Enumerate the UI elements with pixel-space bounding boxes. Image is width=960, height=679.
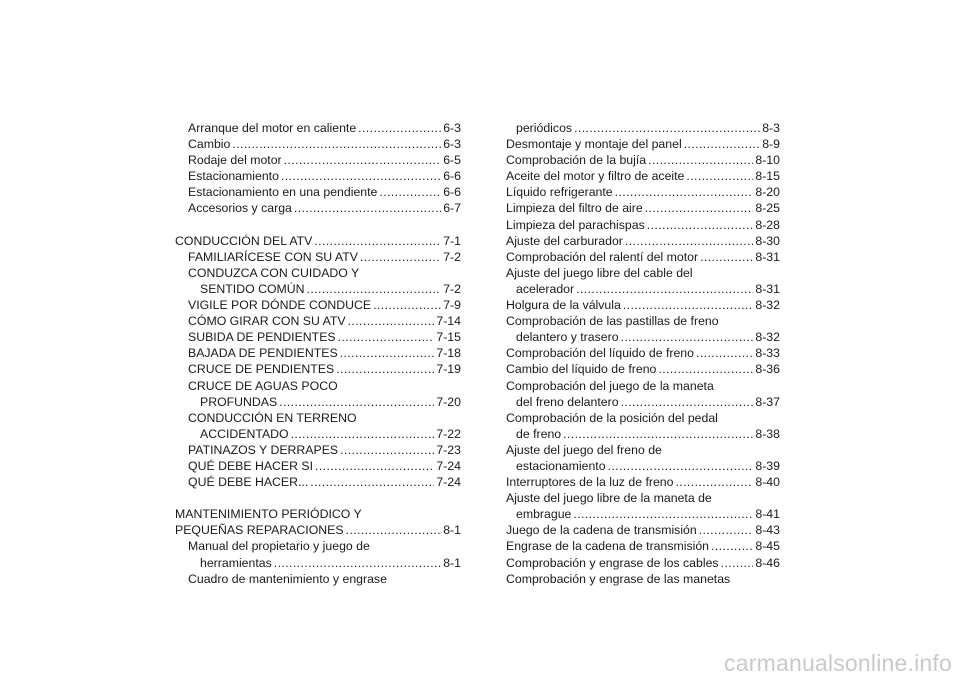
toc-entry-title: CONDUCCIÓN EN TERRENO	[188, 410, 357, 425]
toc-entry-title: Estacionamiento	[188, 169, 279, 184]
dot-leader	[310, 474, 434, 490]
toc-entry-title: SUBIDA DE PENDIENTES	[188, 330, 336, 345]
toc-entry-continuation[interactable]	[175, 281, 461, 297]
toc-entry-title: Comprobación y engrase de las manetas	[506, 571, 731, 586]
dot-leader	[281, 168, 441, 184]
toc-entry-continuation[interactable]	[175, 394, 461, 410]
toc-entry-continuation[interactable]	[506, 281, 780, 297]
toc-entry[interactable]	[506, 152, 780, 168]
toc-entry-title: herramientas	[200, 555, 272, 570]
toc-entry[interactable]	[506, 217, 780, 233]
toc-page-number: 6-6	[443, 169, 461, 184]
dot-leader	[625, 233, 753, 249]
toc-page-number: 6-3	[443, 137, 461, 152]
toc-entry-title: Desmontaje y montaje del panel	[506, 137, 682, 152]
toc-entry-title: Engrase de la cadena de transmisión	[506, 539, 710, 554]
toc-page-number: 8-1	[443, 523, 461, 538]
toc-entry[interactable]	[506, 345, 780, 361]
toc-page-number: 6-7	[443, 201, 461, 216]
toc-entry-title: periódicos	[516, 121, 573, 135]
dot-leader	[686, 168, 753, 184]
toc-entry-title: QUÉ DEBE HACER...	[188, 475, 309, 490]
toc-entry-title: Comprobación del juego de la maneta	[506, 378, 714, 393]
toc-page-number: 7-24	[436, 458, 461, 473]
dot-leader	[647, 217, 754, 233]
dot-leader	[658, 361, 753, 377]
toc-page-number: 7-18	[436, 346, 461, 361]
toc-entry-title: Aceite del motor y filtro de aceite	[506, 169, 685, 184]
toc-page-number: 7-19	[436, 362, 461, 377]
toc-entry[interactable]	[506, 378, 780, 394]
toc-page-number: 8-41	[755, 507, 780, 522]
toc-page-number: 8-20	[755, 185, 780, 200]
toc-entry-title: Comprobación de las pastillas de freno	[506, 314, 719, 329]
toc-entry-title: Holgura de la válvula	[506, 298, 621, 313]
toc-page-number: 8-32	[755, 330, 780, 345]
dot-leader	[574, 120, 760, 136]
toc-entry[interactable]	[506, 522, 780, 538]
toc-page-number: 8-31	[755, 249, 780, 264]
toc-entry[interactable]	[175, 378, 461, 394]
toc-entry[interactable]	[175, 442, 461, 458]
toc-entry-title: embrague	[516, 507, 572, 522]
toc-entry[interactable]	[175, 361, 461, 377]
toc-entry-title: Ajuste del juego libre de la maneta de	[506, 491, 712, 506]
toc-entry-title: Juego de la cadena de transmisión	[506, 523, 697, 538]
toc-page-number: 8-38	[755, 426, 780, 441]
toc-entry-continuation[interactable]	[506, 506, 780, 522]
toc-entry-title: CÓMO GIRAR CON SU ATV	[188, 314, 346, 329]
toc-right-column	[506, 120, 780, 587]
dot-leader	[315, 458, 434, 474]
toc-page-number: 7-9	[443, 298, 461, 313]
toc-entry[interactable]	[506, 361, 780, 377]
toc-page-number: 8-39	[755, 458, 780, 473]
toc-page-number: 8-28	[755, 217, 780, 232]
toc-entry[interactable]	[506, 410, 780, 426]
toc-entry-title: SENTIDO COMÚN	[200, 281, 305, 296]
toc-entry[interactable]	[506, 200, 780, 216]
toc-entry[interactable]	[175, 120, 461, 136]
dot-leader	[360, 249, 441, 265]
toc-entry[interactable]	[175, 410, 461, 426]
toc-entry-title: BAJADA DE PENDIENTES	[188, 346, 338, 361]
dot-leader	[307, 281, 442, 297]
dot-leader	[576, 281, 753, 297]
toc-entry[interactable]	[175, 152, 461, 168]
toc-page-number: 7-2	[443, 281, 461, 296]
dot-leader	[232, 136, 441, 152]
toc-entry-title: Interruptores de la luz de freno	[506, 475, 674, 490]
toc-entry-title: Ajuste del carburador	[506, 233, 623, 248]
section-gap	[175, 490, 461, 506]
toc-entry-continuation[interactable]	[506, 329, 780, 345]
dot-leader	[711, 538, 753, 554]
toc-entry-continuation[interactable]	[175, 555, 461, 571]
toc-page-number: 8-10	[755, 153, 780, 168]
toc-entry[interactable]	[506, 249, 780, 265]
toc-page-number: 7-24	[436, 475, 461, 490]
toc-entry[interactable]	[506, 184, 780, 200]
dot-leader	[623, 297, 754, 313]
dot-leader	[684, 136, 761, 152]
toc-entry[interactable]	[506, 442, 780, 458]
toc-entry-title: CONDUCCIÓN DEL ATV	[175, 233, 313, 248]
toc-entry[interactable]	[506, 571, 780, 587]
toc-entry-title: Ajuste del juego libre del cable del	[506, 265, 693, 280]
dot-leader	[563, 426, 753, 442]
toc-chapter-heading[interactable]	[175, 522, 461, 538]
toc-entry[interactable]	[175, 329, 461, 345]
dot-leader	[336, 361, 434, 377]
toc-entry[interactable]	[175, 200, 461, 216]
toc-entry-title: FAMILIARÍCESE CON SU ATV	[188, 249, 358, 264]
toc-entry[interactable]	[506, 168, 780, 184]
toc-entry-continuation[interactable]	[506, 458, 780, 474]
toc-entry-title: Accesorios y carga	[188, 201, 292, 216]
dot-leader	[700, 249, 753, 265]
dot-leader	[615, 184, 754, 200]
dot-leader	[340, 442, 434, 458]
toc-entry-title: del freno delantero	[516, 394, 619, 409]
dot-leader	[573, 506, 753, 522]
toc-entry-title: delantero y trasero	[516, 330, 619, 345]
toc-entry-title: Limpieza del filtro de aire	[506, 201, 643, 216]
toc-entry-title: Cuadro de mantenimiento y engrase	[188, 571, 387, 586]
toc-page-number: 8-45	[755, 539, 780, 554]
dot-leader	[291, 426, 435, 442]
toc-entry[interactable]	[175, 571, 461, 587]
watermark-text: carmanualsonline.info	[724, 650, 952, 676]
toc-left-column	[175, 120, 461, 587]
toc-entry-title: Líquido refrigerante	[506, 185, 613, 200]
toc-page-number: 8-32	[755, 298, 780, 313]
toc-entry-title: PATINAZOS Y DERRAPES	[188, 442, 339, 457]
toc-entry-title: QUÉ DEBE HACER SI	[188, 458, 314, 473]
dot-leader	[379, 184, 441, 200]
toc-entry-title: Rodaje del motor	[188, 153, 282, 168]
toc-page-number: 8-31	[755, 281, 780, 296]
toc-entry-title: estacionamiento	[516, 458, 606, 473]
toc-entry-title: PEQUEÑAS REPARACIONES	[175, 523, 344, 538]
toc-entry-title: acelerador	[516, 281, 575, 296]
toc-page-number: 8-46	[755, 555, 780, 570]
toc-entry[interactable]	[175, 313, 461, 329]
toc-entry-title: Comprobación de la posición del pedal	[506, 410, 718, 425]
dot-leader	[675, 474, 753, 490]
toc-entry-title: CRUCE DE AGUAS POCO	[188, 378, 338, 393]
dot-leader	[346, 522, 442, 538]
toc-entry[interactable]	[175, 297, 461, 313]
dot-leader	[314, 233, 441, 249]
dot-leader	[338, 329, 435, 345]
toc-entry[interactable]	[506, 233, 780, 249]
dot-leader	[348, 313, 435, 329]
toc-page-number: 8-40	[755, 475, 780, 490]
dot-leader	[621, 394, 754, 410]
toc-entry-title: CRUCE DE PENDIENTES	[188, 362, 335, 377]
toc-page-number: 8-43	[755, 523, 780, 538]
toc-entry[interactable]	[506, 538, 780, 554]
toc-entry[interactable]	[506, 490, 780, 506]
toc-entry-title: ACCIDENTADO	[200, 426, 289, 441]
toc-page-number: 7-20	[436, 394, 461, 409]
toc-page-number: 7-22	[436, 426, 461, 441]
toc-entry[interactable]	[506, 474, 780, 490]
dot-leader	[645, 200, 754, 216]
toc-page-number: 6-3	[443, 121, 461, 135]
toc-entry-continuation[interactable]	[506, 120, 780, 136]
toc-entry[interactable]	[175, 474, 461, 490]
toc-entry-title: Arranque del motor en caliente	[188, 121, 357, 135]
dot-leader	[358, 120, 441, 136]
dot-leader	[696, 345, 753, 361]
toc-entry[interactable]	[506, 297, 780, 313]
toc-entry[interactable]	[175, 458, 461, 474]
toc-entry-title: Manual del propietario y juego de	[188, 539, 370, 554]
toc-entry[interactable]	[175, 345, 461, 361]
toc-entry-title: Comprobación de la bujía	[506, 153, 647, 168]
toc-page-number: 8-37	[755, 394, 780, 409]
dot-leader	[284, 152, 442, 168]
dot-leader	[340, 345, 435, 361]
toc-entry-title: de freno	[516, 426, 562, 441]
toc-entry-continuation[interactable]	[506, 394, 780, 410]
dot-leader	[621, 329, 754, 345]
toc-chapter-heading[interactable]	[175, 506, 461, 522]
toc-entry[interactable]	[175, 249, 461, 265]
toc-page-number: 8-30	[755, 233, 780, 248]
dot-leader	[294, 200, 441, 216]
toc-entry[interactable]	[175, 136, 461, 152]
toc-entry[interactable]	[506, 313, 780, 329]
dot-leader	[648, 152, 753, 168]
toc-page-number: 7-2	[443, 249, 461, 264]
toc-entry[interactable]	[175, 265, 461, 281]
toc-entry-title: Estacionamiento en una pendiente	[188, 185, 378, 200]
toc-entry-title: Cambio	[188, 137, 231, 152]
toc-page-number: 8-33	[755, 346, 780, 361]
toc-entry[interactable]	[506, 136, 780, 152]
toc-page-number: 6-5	[443, 153, 461, 168]
toc-page-number: 7-1	[443, 233, 461, 248]
toc-page-number: 8-15	[755, 169, 780, 184]
dot-leader	[721, 555, 754, 571]
dot-leader	[274, 555, 441, 571]
section-gap	[175, 217, 461, 233]
toc-entry-title: Comprobación del líquido de freno	[506, 346, 694, 361]
toc-page-number: 6-6	[443, 185, 461, 200]
toc-entry-title: Comprobación y engrase de los cables	[506, 555, 719, 570]
toc-page-number: 8-9	[762, 137, 780, 152]
toc-page-number: 8-1	[443, 555, 461, 570]
toc-entry-title: MANTENIMIENTO PERIÓDICO Y	[175, 507, 362, 522]
toc-entry[interactable]	[175, 184, 461, 200]
toc-page-number: 7-15	[436, 330, 461, 345]
dot-leader	[279, 394, 434, 410]
toc-entry-title: VIGILE POR DÓNDE CONDUCE	[188, 298, 372, 313]
toc-entry-title: PROFUNDAS	[200, 394, 278, 409]
toc-entry-continuation[interactable]	[175, 426, 461, 442]
toc-page-number: 8-3	[762, 121, 780, 135]
toc-chapter-heading[interactable]	[175, 233, 461, 249]
dot-leader	[608, 458, 754, 474]
toc-page-number: 7-23	[436, 442, 461, 457]
toc-entry-continuation[interactable]	[506, 426, 780, 442]
toc-entry[interactable]	[175, 168, 461, 184]
toc-entry-title: Ajuste del juego del freno de	[506, 442, 662, 457]
toc-entry-title: CONDUZCA CON CUIDADO Y	[188, 265, 360, 280]
toc-entry[interactable]	[506, 555, 780, 571]
toc-entry[interactable]	[175, 538, 461, 554]
toc-page-number: 8-25	[755, 201, 780, 216]
toc-page-number: 7-14	[436, 314, 461, 329]
toc-page-number: 8-36	[755, 362, 780, 377]
toc-entry-title: Limpieza del parachispas	[506, 217, 645, 232]
dot-leader	[699, 522, 754, 538]
dot-leader	[373, 297, 441, 313]
toc-entry-title: Comprobación del ralentí del motor	[506, 249, 699, 264]
toc-entry[interactable]	[506, 265, 780, 281]
toc-entry-title: Cambio del líquido de freno	[506, 362, 657, 377]
